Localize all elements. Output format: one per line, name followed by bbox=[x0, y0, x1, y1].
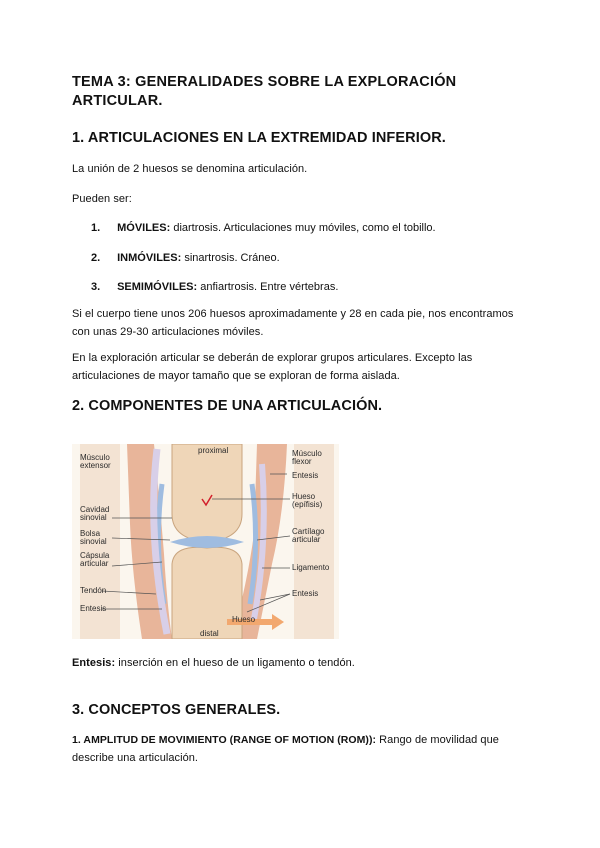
paragraph-line: describe una articulación. bbox=[72, 752, 199, 764]
section-1-heading: 1. ARTICULACIONES EN LA EXTREMIDAD INFERIOR. bbox=[72, 130, 446, 146]
proximal-bone bbox=[172, 444, 242, 542]
label-cartilago-2: articular bbox=[292, 535, 321, 544]
label-capsula-2: articular bbox=[80, 559, 109, 568]
entesis-text: inserción en el hueso de un ligamento o tendón. bbox=[115, 657, 355, 669]
distal-bone bbox=[172, 547, 242, 639]
paragraph-line: En la exploración articular se deberán de explorar grupos articulares. Excepto las bbox=[72, 352, 473, 364]
section-3-heading: 3. CONCEPTOS GENERALES. bbox=[72, 702, 281, 718]
label-bolsa-2: sinovial bbox=[80, 537, 107, 546]
list-item bbox=[91, 277, 338, 295]
list-item-text: sinartrosis. Cráneo. bbox=[181, 252, 280, 264]
label-entesis-right: Entesis bbox=[292, 589, 319, 598]
label-musculo-flexor-2: flexor bbox=[292, 457, 312, 466]
concept-rom-term: 1. AMPLITUD DE MOVIMIENTO (RANGE OF MOTION (ROM)): bbox=[72, 734, 377, 746]
label-hueso-2: (epífisis) bbox=[292, 500, 323, 509]
label-hueso-1: Hueso bbox=[292, 492, 316, 501]
label-hueso-bottom: Hueso bbox=[232, 615, 256, 624]
paragraph-exploration bbox=[72, 349, 472, 385]
list-item-number: 3. bbox=[91, 281, 101, 293]
label-musculo-extensor-1: Músculo bbox=[80, 453, 110, 462]
paragraph-bones bbox=[72, 305, 513, 341]
list-item-text: anfiartrosis. Entre vértebras. bbox=[197, 281, 339, 293]
paragraph-line: Si el cuerpo tiene unos 206 huesos aproximadamente y 28 en cada pie, nos encontramos bbox=[72, 308, 514, 320]
document-title bbox=[72, 73, 456, 111]
entesis-term: Entesis: bbox=[72, 657, 116, 669]
list-item bbox=[91, 248, 280, 266]
label-musculo-extensor-2: extensor bbox=[80, 461, 111, 470]
entesis-definition bbox=[72, 654, 355, 672]
paragraph-line: articulaciones de mayor tamaño que se exploran de forma aislada. bbox=[72, 370, 400, 382]
section-2-heading: 2. COMPONENTES DE UNA ARTICULACIÓN. bbox=[72, 398, 383, 414]
title-line-1: TEMA 3: GENERALIDADES SOBRE LA EXPLORACIÓN bbox=[72, 74, 457, 90]
paragraph-line: con unas 29-30 articulaciones móviles. bbox=[72, 326, 264, 338]
list-item-term: INMÓVILES: bbox=[117, 252, 182, 264]
label-entesis-top: Entesis bbox=[292, 471, 319, 480]
list-item-term: SEMIMÓVILES: bbox=[117, 281, 198, 293]
label-entesis-left: Entesis bbox=[80, 604, 107, 613]
label-cartilago-1: Cartílago bbox=[292, 527, 325, 536]
label-cavidad-1: Cavidad bbox=[80, 505, 110, 514]
list-item-text: diartrosis. Articulaciones muy móviles, como el tobillo. bbox=[170, 222, 436, 234]
section-1-pueden: Pueden ser: bbox=[72, 193, 132, 205]
list-item-term: MÓVILES: bbox=[117, 222, 171, 234]
label-capsula-1: Cápsula bbox=[80, 551, 110, 560]
section-1-intro: La unión de 2 huesos se denomina articulación. bbox=[72, 163, 308, 175]
concept-rom bbox=[72, 731, 532, 767]
list-item-number: 1. bbox=[91, 222, 101, 234]
label-bolsa-1: Bolsa bbox=[80, 529, 101, 538]
label-cavidad-2: sinovial bbox=[80, 513, 107, 522]
title-line-2: ARTICULAR. bbox=[72, 93, 163, 109]
label-proximal: proximal bbox=[198, 446, 229, 455]
label-tendon: Tendón bbox=[80, 586, 107, 595]
list-item-number: 2. bbox=[91, 252, 101, 264]
label-distal: distal bbox=[200, 629, 219, 638]
list-item bbox=[91, 218, 436, 236]
joint-diagram bbox=[72, 444, 339, 639]
joint-diagram-svg bbox=[72, 444, 339, 639]
label-ligamento: Ligamento bbox=[292, 563, 330, 572]
concept-rom-text: Rango de movilidad que bbox=[376, 734, 499, 746]
label-musculo-flexor-1: Músculo bbox=[292, 449, 322, 458]
paragraph-line bbox=[72, 731, 532, 749]
